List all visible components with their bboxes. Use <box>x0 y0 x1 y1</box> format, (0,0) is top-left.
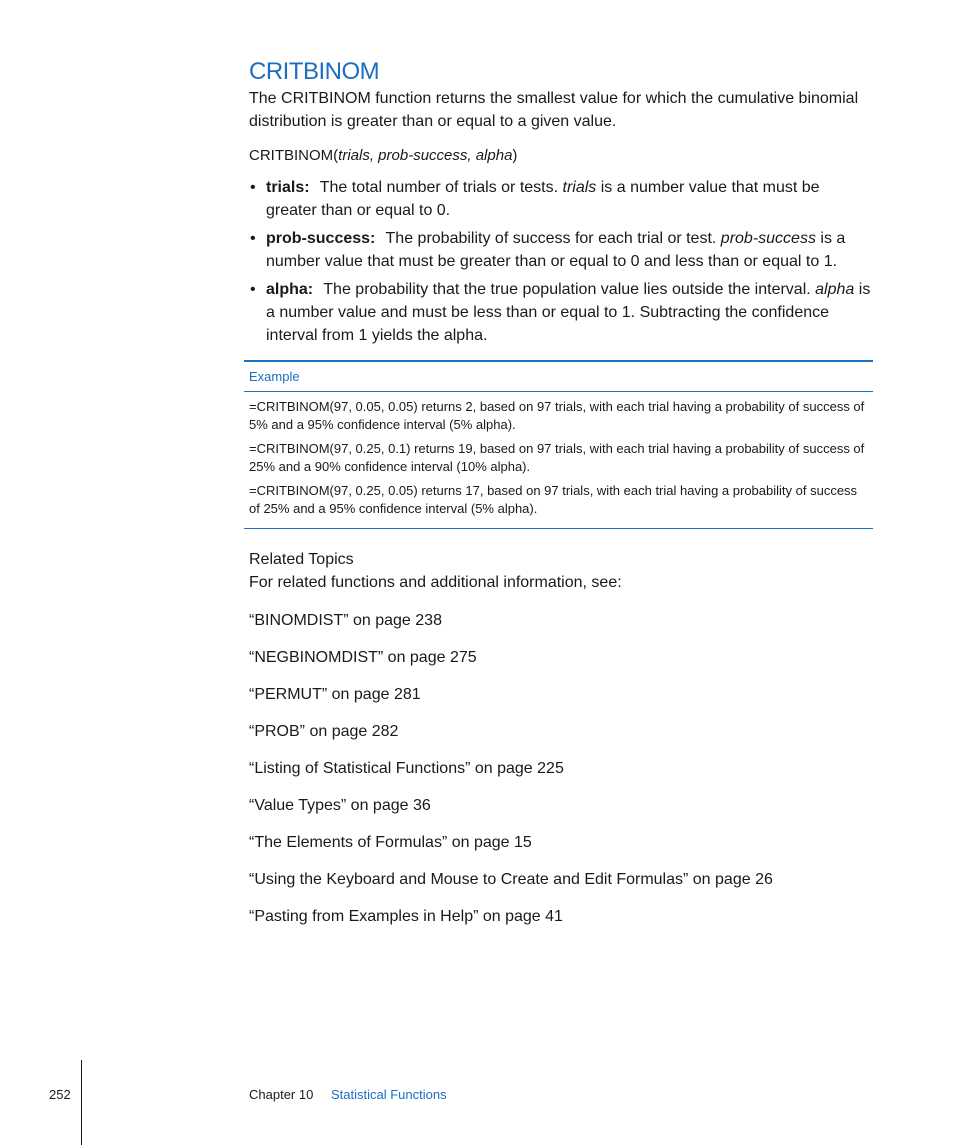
example-row: =CRITBINOM(97, 0.25, 0.05) returns 17, based on 97 trials, with each trial having a probability of success of 25% and a 95% confidence interval (5% alpha). <box>249 483 858 516</box>
related-link[interactable]: “PROB” on page 282 <box>249 723 399 740</box>
param-name: prob-success: <box>266 230 376 247</box>
syntax-function-name: CRITBINOM <box>249 147 334 164</box>
parameter-list <box>249 176 874 352</box>
related-link[interactable]: “PERMUT” on page 281 <box>249 686 421 703</box>
example-heading: Example <box>244 362 873 392</box>
related-links-list <box>249 610 874 943</box>
example-row: =CRITBINOM(97, 0.05, 0.05) returns 2, based on 97 trials, with each trial having a probability of success of 5% and a 95% confidence interval (5% alpha). <box>249 399 865 432</box>
param-item-trials <box>249 176 874 222</box>
function-syntax <box>249 147 874 164</box>
param-italic: trials <box>562 179 597 196</box>
example-box <box>244 360 873 529</box>
param-italic: prob-success <box>720 230 816 247</box>
syntax-arguments: trials, prob-success, alpha <box>338 147 513 164</box>
param-text: is a number value that must be greater than or equal to 0. <box>266 179 820 219</box>
related-link[interactable]: “Pasting from Examples in Help” on page 41 <box>249 908 563 925</box>
related-topics-intro: For related functions and additional information, see: <box>249 574 622 591</box>
related-link[interactable]: “NEGBINOMDIST” on page 275 <box>249 649 477 666</box>
param-text: The total number of trials or tests. <box>319 179 559 196</box>
param-text: The probability that the true population value lies outside the interval. <box>323 281 811 298</box>
page-title: CRITBINOM <box>249 58 380 85</box>
footer-section-link[interactable]: Statistical Functions <box>331 1087 447 1102</box>
syntax-open-paren: ( <box>333 147 339 164</box>
footer-chapter: Chapter 10 <box>249 1087 314 1102</box>
param-text: is a number value and must be less than or equal to 1. Subtracting the confidence interval from 1 yields the alpha. <box>266 281 871 344</box>
example-row: =CRITBINOM(97, 0.25, 0.1) returns 19, based on 97 trials, with each trial having a probability of success of 25% and a 90% confidence interval (10% alpha). <box>249 441 865 474</box>
footer-divider <box>81 1060 82 1145</box>
related-link[interactable]: “Listing of Statistical Functions” on page 225 <box>249 760 564 777</box>
function-description: The CRITBINOM function returns the smallest value for which the cumulative binomial distribution is greater than or equal to a given value. <box>249 90 859 130</box>
related-link[interactable]: “The Elements of Formulas” on page 15 <box>249 834 532 851</box>
syntax-close-paren: ) <box>512 147 518 164</box>
related-link[interactable]: “Value Types” on page 36 <box>249 797 431 814</box>
param-italic: alpha <box>815 281 855 298</box>
param-text: The probability of success for each trial or test. <box>385 230 717 247</box>
related-topics-heading: Related Topics <box>249 551 354 568</box>
related-link[interactable]: “Using the Keyboard and Mouse to Create and Edit Formulas” on page 26 <box>249 871 773 888</box>
param-name: trials: <box>266 179 310 196</box>
param-item-prob-success <box>249 227 874 273</box>
param-name: alpha: <box>266 281 314 298</box>
param-item-alpha <box>249 278 874 347</box>
param-text: is a number value that must be greater than or equal to 0 and less than or equal to 1. <box>266 230 846 270</box>
page-number: 252 <box>49 1087 71 1102</box>
related-link[interactable]: “BINOMDIST” on page 238 <box>249 612 442 629</box>
